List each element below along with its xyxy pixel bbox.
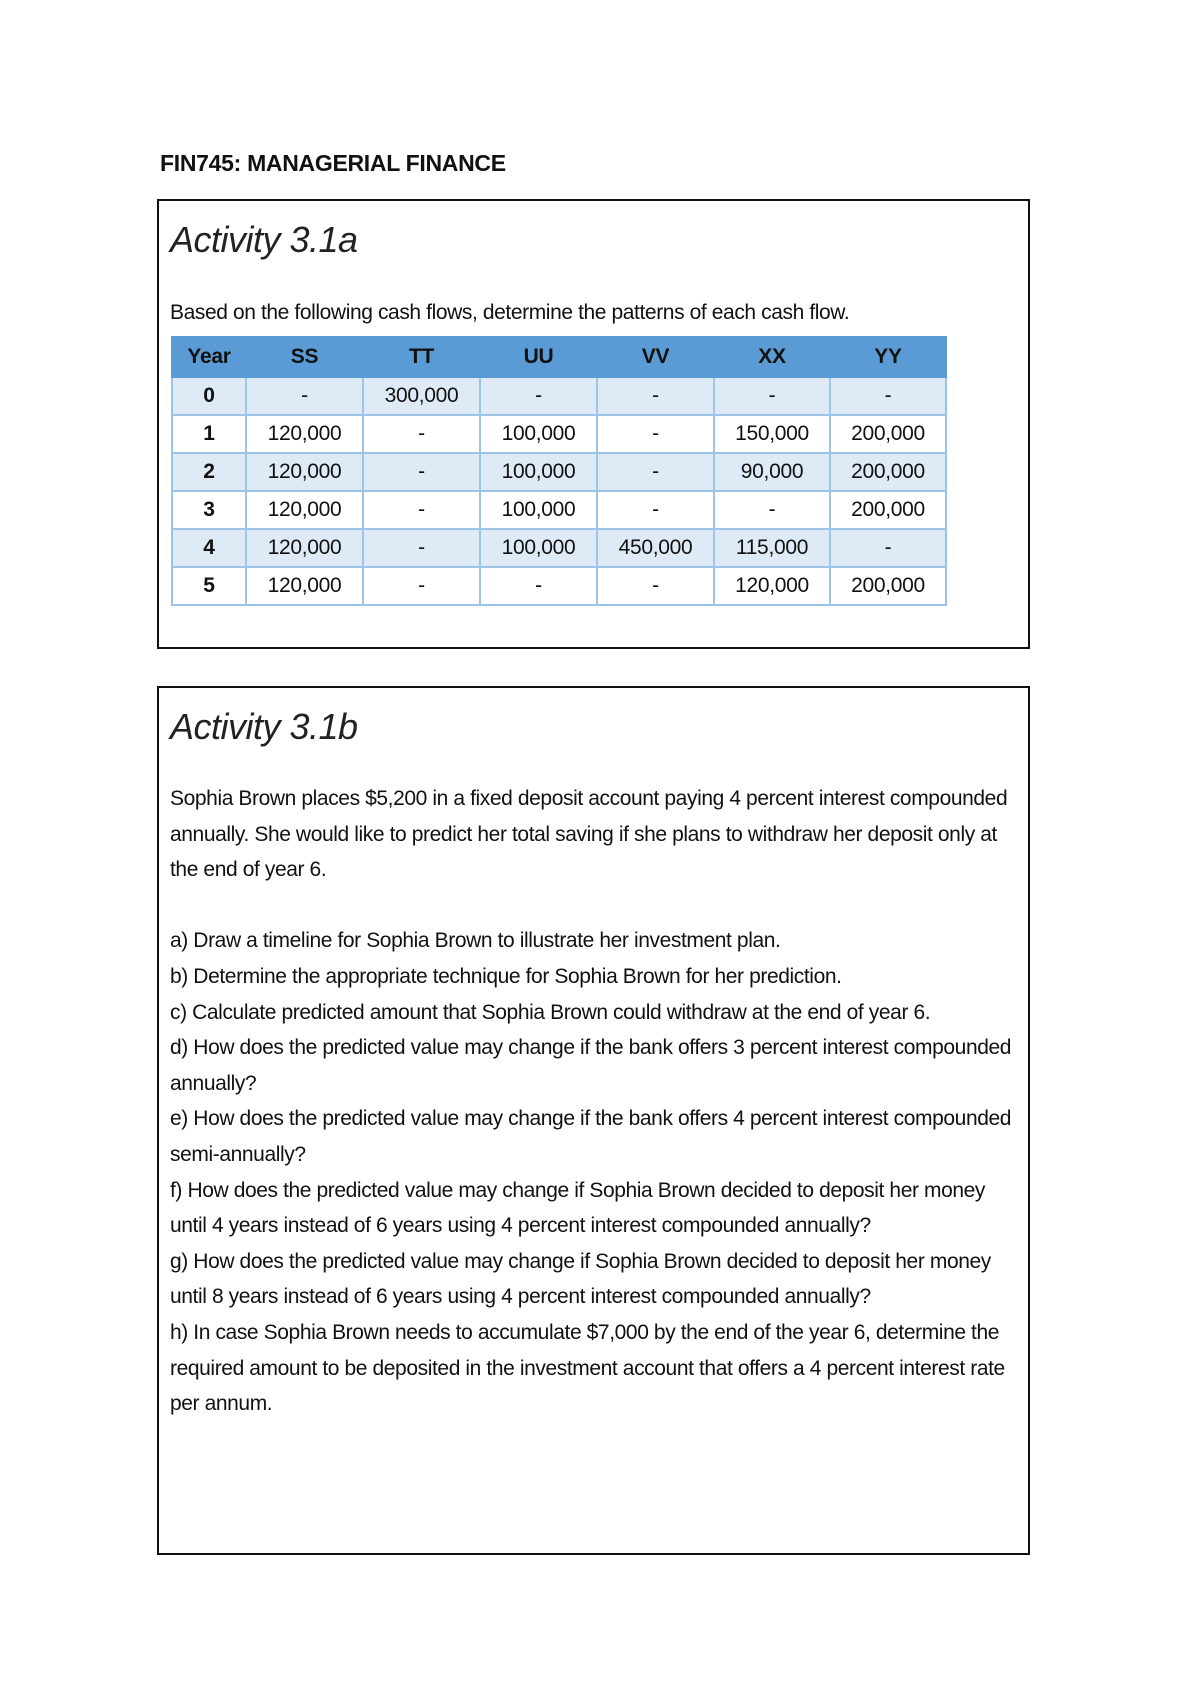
activity-body xyxy=(170,781,1020,1422)
cash-flow-table xyxy=(171,336,947,606)
activity-intro: Sophia Brown places $5,200 in a fixed deposit account paying 4 percent interest compounded annually. She would like to predict her total saving if she plans to withdraw her deposit only at the end of year 6. xyxy=(170,787,1008,882)
cash-flow-cell: 150,000 xyxy=(714,415,830,453)
table-row xyxy=(172,377,946,415)
question-item: a) Draw a timeline for Sophia Brown to illustrate her investment plan. xyxy=(170,929,781,953)
year-cell: 3 xyxy=(172,491,246,529)
cash-flow-cell: 200,000 xyxy=(830,415,946,453)
question-item: h) In case Sophia Brown needs to accumulate $7,000 by the end of the year 6, determine the required amount to be deposited in the investment account that offers a 4 percent interest rate per annum. xyxy=(170,1320,1005,1416)
question-item: e) How does the predicted value may change if the bank offers 4 percent interest compounded semi-annually? xyxy=(170,1107,1012,1166)
cash-flow-cell: 300,000 xyxy=(363,377,480,415)
column-header: XX xyxy=(714,337,830,377)
table-row xyxy=(172,453,946,491)
cash-flow-cell: - xyxy=(714,377,830,415)
year-cell: 2 xyxy=(172,453,246,491)
column-header: UU xyxy=(480,337,597,377)
year-cell: 0 xyxy=(172,377,246,415)
year-cell: 4 xyxy=(172,529,246,567)
cash-flow-cell: 115,000 xyxy=(714,529,830,567)
cash-flow-cell: - xyxy=(363,567,480,605)
activity-title: Activity 3.1a xyxy=(170,219,358,260)
document-title: FIN745: MANAGERIAL FINANCE xyxy=(160,150,506,176)
cash-flow-cell: 200,000 xyxy=(830,491,946,529)
cash-flow-cell: 100,000 xyxy=(480,415,597,453)
cash-flow-cell: 120,000 xyxy=(246,491,363,529)
cash-flow-cell: - xyxy=(246,377,363,415)
table-row xyxy=(172,529,946,567)
cash-flow-cell: 100,000 xyxy=(480,529,597,567)
cash-flow-cell: - xyxy=(830,529,946,567)
cash-flow-cell: 120,000 xyxy=(246,529,363,567)
column-header: VV xyxy=(597,337,714,377)
table-header-row xyxy=(172,337,946,377)
cash-flow-cell: 90,000 xyxy=(714,453,830,491)
column-header: TT xyxy=(363,337,480,377)
cash-flow-cell: - xyxy=(597,567,714,605)
question-item: b) Determine the appropriate technique for Sophia Brown for her prediction. xyxy=(170,964,842,988)
cash-flow-cell: - xyxy=(480,567,597,605)
cash-flow-cell: 200,000 xyxy=(830,567,946,605)
question-item: g) How does the predicted value may change if Sophia Brown decided to deposit her money until 8 years instead of 6 years using 4 percent interest compounded annually? xyxy=(170,1249,991,1309)
cash-flow-cell: - xyxy=(597,377,714,415)
cash-flow-cell: - xyxy=(597,415,714,453)
cash-flow-cell: 200,000 xyxy=(830,453,946,491)
cash-flow-cell: - xyxy=(363,529,480,567)
cash-flow-cell: - xyxy=(363,415,480,453)
cash-flow-cell: - xyxy=(714,491,830,529)
activity-title: Activity 3.1b xyxy=(170,706,358,747)
question-list xyxy=(170,923,1020,1421)
table-row xyxy=(172,567,946,605)
activity-3-1b-box xyxy=(157,686,1030,1555)
activity-intro: Based on the following cash flows, determine the patterns of each cash flow. xyxy=(170,301,850,324)
cash-flow-cell: - xyxy=(597,491,714,529)
cash-flow-cell: 120,000 xyxy=(246,567,363,605)
cash-flow-cell: - xyxy=(480,377,597,415)
cash-flow-cell: 120,000 xyxy=(246,415,363,453)
cash-flow-cell: 120,000 xyxy=(714,567,830,605)
cash-flow-cell: 450,000 xyxy=(597,529,714,567)
table-row xyxy=(172,491,946,529)
cash-flow-cell: - xyxy=(363,453,480,491)
column-header: YY xyxy=(830,337,946,377)
question-item: f) How does the predicted value may change if Sophia Brown decided to deposit her money until 4 years instead of 6 years using 4 percent interest compounded annually? xyxy=(170,1178,986,1238)
cash-flow-cell: - xyxy=(830,377,946,415)
column-header: Year xyxy=(172,337,246,377)
year-cell: 1 xyxy=(172,415,246,453)
cash-flow-cell: - xyxy=(363,491,480,529)
question-item: c) Calculate predicted amount that Sophia Brown could withdraw at the end of year 6. xyxy=(170,1000,931,1024)
table-row xyxy=(172,415,946,453)
cash-flow-cell: - xyxy=(597,453,714,491)
cash-flow-cell: 100,000 xyxy=(480,491,597,529)
column-header: SS xyxy=(246,337,363,377)
activity-3-1a-box xyxy=(157,199,1030,649)
year-cell: 5 xyxy=(172,567,246,605)
cash-flow-cell: 120,000 xyxy=(246,453,363,491)
question-item: d) How does the predicted value may change if the bank offers 3 percent interest compounded annually? xyxy=(170,1036,1012,1095)
cash-flow-cell: 100,000 xyxy=(480,453,597,491)
